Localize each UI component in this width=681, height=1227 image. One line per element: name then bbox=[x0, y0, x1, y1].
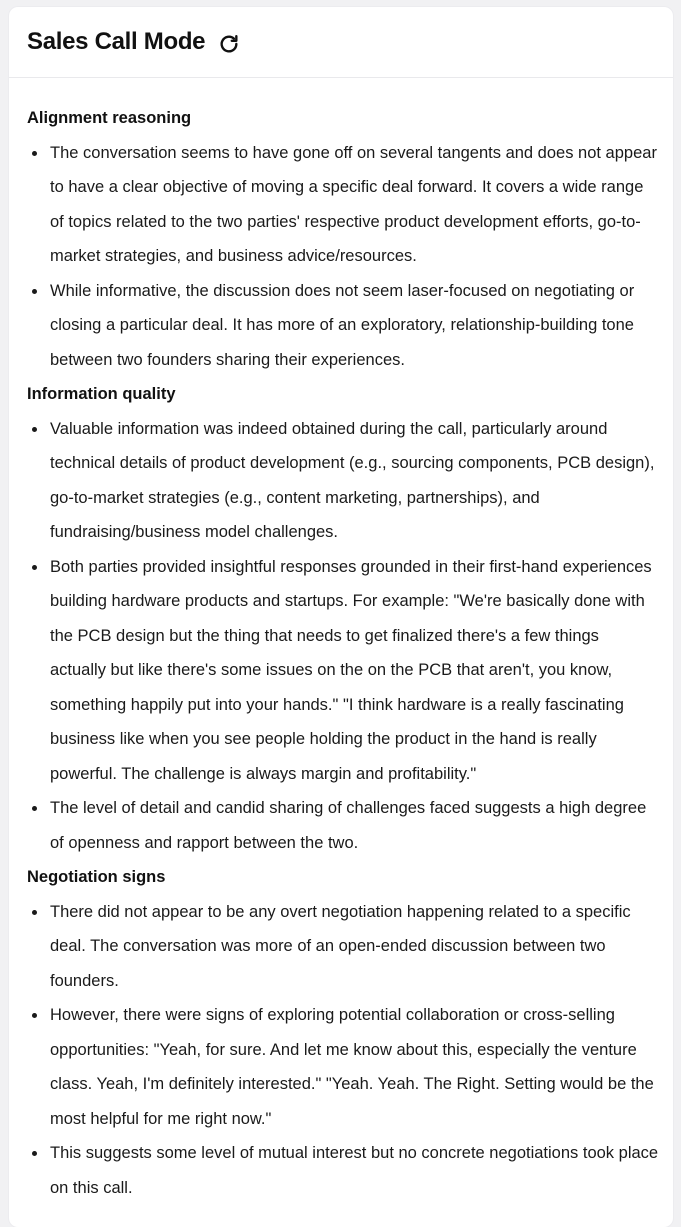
analysis-content bbox=[9, 78, 673, 1205]
list-item: The conversation seems to have gone off on several tangents and does not appear to have a clear objective of moving a specific deal forward. It covers a wide range of topics related to the two parties' respective product development efforts, go-to-market strategies, and business advice/resources. bbox=[50, 136, 659, 274]
sales-call-card bbox=[9, 7, 673, 1227]
section-alignment-reasoning bbox=[27, 101, 659, 377]
section-heading: Alignment reasoning bbox=[27, 109, 192, 127]
list-item: This suggests some level of mutual interest but no concrete negotiations took place on this call. bbox=[50, 1136, 659, 1205]
list-item: However, there were signs of exploring potential collaboration or cross-selling opportunities: "Yeah, for sure. And let me know about this, especially the venture class. Yeah, I'm definitely interested." "Yeah. Yeah. The Right. Setting would be the most helpful for me right now." bbox=[50, 998, 659, 1136]
list-item: Both parties provided insightful responses grounded in their first-hand experiences building hardware products and startups. For example: "We're basically done with the PCB design but the thing that needs to get finalized there's a few things actually but like there's some issues on the on the PCB that aren't, you know, something happily put into your hands." "I think hardware is a really fascinating business like when you see people holding the product in the hand is really powerful. The challenge is always margin and profitability." bbox=[50, 550, 659, 792]
page-title: Sales Call Mode bbox=[27, 28, 206, 55]
list-item: While informative, the discussion does not seem laser-focused on negotiating or closing a particular deal. It has more of an exploratory, relationship-building tone between two founders sharing their experiences. bbox=[50, 274, 659, 378]
refresh-icon[interactable] bbox=[218, 33, 240, 55]
list-item: Valuable information was indeed obtained during the call, particularly around technical details of product development (e.g., sourcing components, PCB design), go-to-market strategies (e.g., content marketing, partnerships), and fundraising/business model challenges. bbox=[50, 412, 659, 550]
section-information-quality bbox=[27, 377, 659, 860]
list-item: There did not appear to be any overt negotiation happening related to a specific deal. The conversation was more of an open-ended discussion between two founders. bbox=[50, 895, 659, 999]
card-header bbox=[9, 7, 673, 78]
bullet-list bbox=[27, 412, 659, 861]
section-heading: Information quality bbox=[27, 385, 176, 403]
bullet-list bbox=[27, 136, 659, 378]
list-item: The level of detail and candid sharing of challenges faced suggests a high degree of openness and rapport between the two. bbox=[50, 791, 659, 860]
section-heading: Negotiation signs bbox=[27, 868, 166, 886]
bullet-list bbox=[27, 895, 659, 1206]
section-negotiation-signs bbox=[27, 860, 659, 1205]
